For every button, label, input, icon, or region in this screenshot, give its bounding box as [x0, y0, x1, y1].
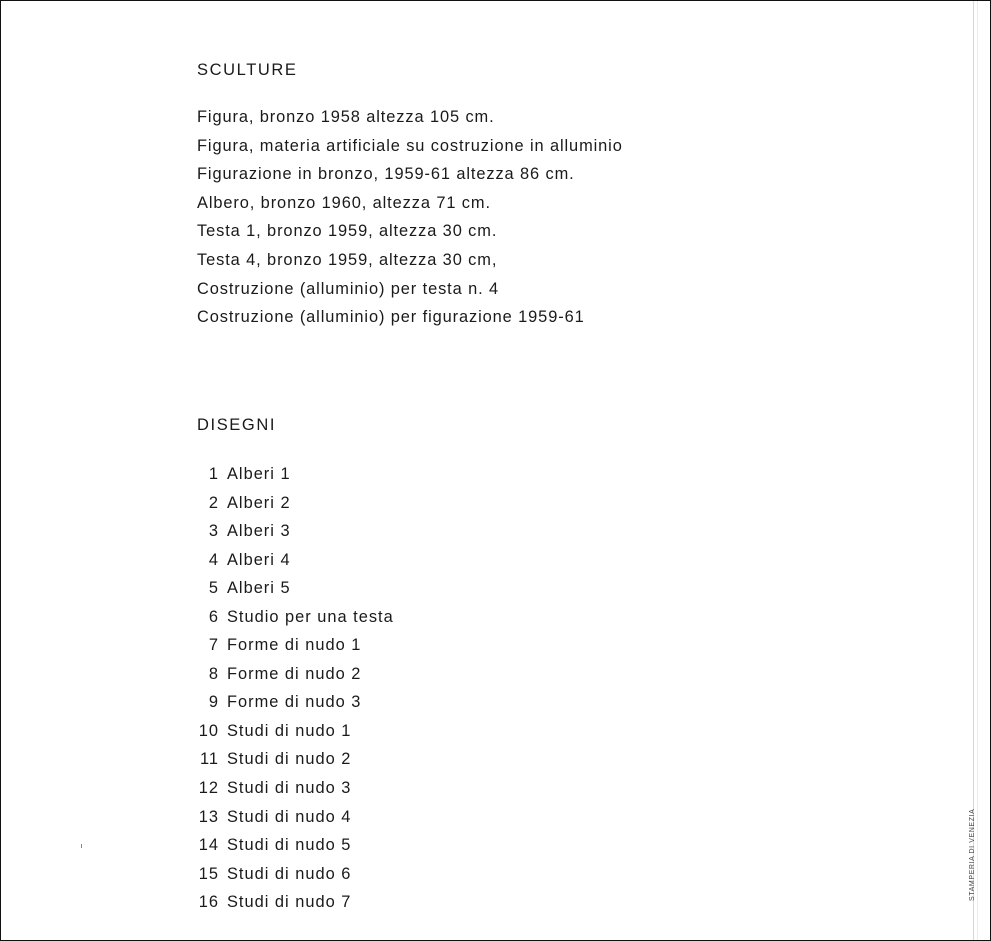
sculture-heading: SCULTURE — [197, 61, 298, 79]
item-title: Alberi 5 — [227, 579, 291, 598]
sculture-item: Figura, bronzo 1958 altezza 105 cm. — [197, 108, 495, 126]
item-number: 8 — [208, 664, 219, 683]
item-number: 9 — [208, 693, 219, 712]
disegni-item — [197, 891, 394, 920]
sculture-item: Figurazione in bronzo, 1959-61 altezza 86 cm. — [197, 165, 575, 184]
item-title: Forme di nudo 3 — [227, 693, 362, 712]
item-number: 5 — [208, 579, 219, 598]
item-number: 11 — [199, 750, 219, 769]
sculture-item: Costruzione (alluminio) per testa n. 4 — [197, 279, 500, 298]
disegni-item — [197, 606, 394, 635]
item-title: Studi di nudo 4 — [227, 807, 352, 826]
disegni-item — [197, 463, 394, 492]
item-title: Alberi 3 — [227, 522, 291, 541]
sculture-item: Figura, materia artificiale su costruzione in alluminio — [197, 136, 623, 155]
page-fold-shadow — [977, 1, 978, 940]
sculture-item: Testa 4, bronzo 1959, altezza 30 cm, — [197, 250, 498, 269]
disegni-item — [197, 691, 394, 720]
item-number: 7 — [208, 636, 219, 655]
item-title: Studi di nudo 3 — [227, 779, 352, 798]
item-title: Forme di nudo 1 — [227, 636, 362, 655]
disegni-item — [197, 863, 394, 892]
item-number: 15 — [198, 864, 219, 883]
disegni-item — [197, 777, 394, 806]
item-title: Studi di nudo 1 — [227, 721, 352, 740]
disegni-item — [197, 748, 394, 777]
item-number: 1 — [208, 465, 219, 483]
printer-credit: STAMPERIA DI VENEZIA — [969, 808, 976, 901]
item-number: 2 — [208, 493, 219, 512]
disegni-item — [197, 520, 394, 549]
disegni-item — [197, 634, 394, 663]
sculture-item: Albero, bronzo 1960, altezza 71 cm. — [197, 193, 491, 212]
item-number: 13 — [198, 807, 219, 826]
item-number: 3 — [208, 522, 219, 541]
item-number: 14 — [198, 836, 219, 855]
item-title: Studio per una testa — [227, 607, 394, 626]
item-number: 10 — [198, 721, 219, 740]
item-title: Alberi 1 — [227, 465, 291, 483]
paper-speck — [81, 844, 82, 848]
disegni-item — [197, 577, 394, 606]
disegni-item — [197, 720, 394, 749]
disegni-item — [197, 834, 394, 863]
item-number: 6 — [208, 607, 219, 626]
item-title: Studi di nudo 6 — [227, 864, 352, 883]
item-title: Alberi 4 — [227, 550, 291, 569]
sculture-list — [197, 106, 623, 335]
item-title: Studi di nudo 5 — [227, 836, 352, 855]
item-number: 16 — [198, 893, 219, 912]
item-title: Studi di nudo 7 — [227, 893, 352, 912]
item-number: 4 — [208, 550, 219, 569]
page-fold-line — [973, 1, 974, 940]
disegni-item — [197, 549, 394, 578]
item-title: Studi di nudo 2 — [227, 750, 352, 769]
item-number: 12 — [198, 779, 219, 798]
item-title: Forme di nudo 2 — [227, 664, 362, 683]
disegni-item — [197, 806, 394, 835]
disegni-item — [197, 492, 394, 521]
disegni-item — [197, 663, 394, 692]
disegni-list — [197, 463, 394, 920]
sculture-item: Costruzione (alluminio) per figurazione 1959-61 — [197, 308, 585, 327]
item-title: Alberi 2 — [227, 493, 291, 512]
sculture-item: Testa 1, bronzo 1959, altezza 30 cm. — [197, 222, 498, 241]
disegni-heading: DISEGNI — [197, 416, 277, 434]
